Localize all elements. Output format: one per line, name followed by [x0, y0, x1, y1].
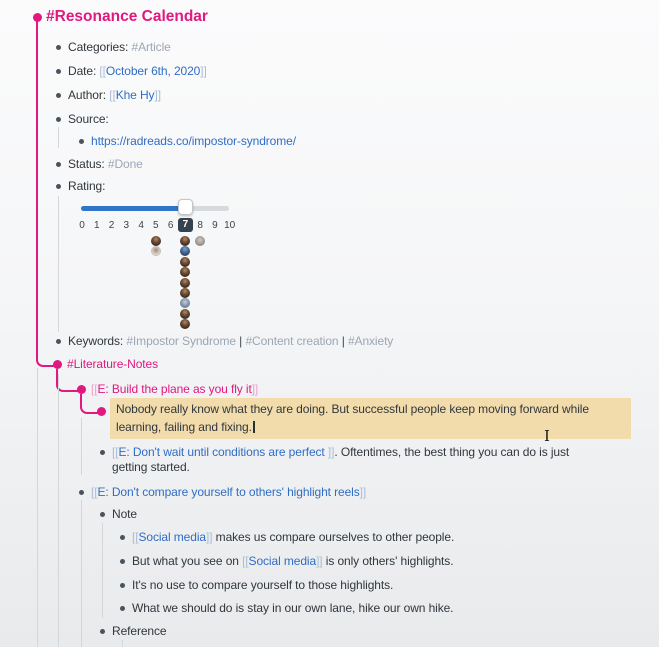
- rating-vote-avatar[interactable]: [180, 236, 190, 246]
- categories-label: Categories:: [68, 40, 132, 54]
- social-media-link[interactable]: Social media: [248, 554, 317, 568]
- note-text: is only others' highlights.: [322, 554, 454, 568]
- close-brackets: ]]: [251, 382, 259, 396]
- note-label: Note: [112, 507, 137, 521]
- reference-label: Reference: [112, 624, 167, 638]
- block-social-media-2: [132, 553, 453, 569]
- open-brackets: [[: [91, 485, 98, 499]
- rating-vote-avatar[interactable]: [180, 278, 190, 288]
- rating-vote-avatar[interactable]: [195, 236, 205, 246]
- block-stay-in-lane: [132, 600, 453, 616]
- block-dont-wait-line2: [112, 459, 190, 475]
- block-social-media-1: [132, 529, 454, 545]
- text-cursor-ibeam: I: [544, 427, 550, 445]
- source-url-link[interactable]: https://radreads.co/impostor-syndrome/: [91, 134, 296, 148]
- bullet[interactable]: [100, 512, 105, 517]
- block-no-use-compare: [132, 577, 393, 593]
- rating-vote-avatar[interactable]: [180, 309, 190, 319]
- highlight-block-bullet[interactable]: [97, 407, 106, 416]
- highlight-block[interactable]: [110, 398, 631, 439]
- close-brackets: ]]: [359, 485, 367, 499]
- bullet[interactable]: [56, 339, 61, 344]
- bullet[interactable]: [56, 93, 61, 98]
- rating-vote-avatar[interactable]: [180, 319, 190, 329]
- author-label: Author:: [68, 88, 110, 102]
- keyword-tag-link[interactable]: #Anxiety: [347, 334, 394, 348]
- open-brackets: [[: [242, 554, 249, 568]
- bullet[interactable]: [120, 559, 125, 564]
- date-label: Date:: [68, 64, 100, 78]
- rating-tick-5[interactable]: 5: [153, 220, 159, 231]
- bullet[interactable]: [79, 490, 84, 495]
- rating-tick-3[interactable]: 3: [123, 220, 130, 231]
- open-brackets: [[: [99, 64, 106, 78]
- page-title-bullet[interactable]: [33, 13, 42, 22]
- rating-vote-avatar[interactable]: [180, 267, 190, 277]
- indent-guide: [122, 640, 123, 647]
- bullet[interactable]: [100, 629, 105, 634]
- rating-tick-2[interactable]: 2: [108, 220, 115, 231]
- indent-guide: [58, 374, 59, 647]
- status-label: Status:: [68, 157, 108, 171]
- block-categories: [68, 39, 171, 55]
- rating-tick-10[interactable]: 10: [224, 220, 236, 231]
- block-build-the-plane: [91, 381, 258, 397]
- block-page-title: [46, 7, 208, 27]
- indent-guide: [58, 196, 59, 332]
- bullet[interactable]: [79, 139, 84, 144]
- close-brackets: ]]: [154, 88, 161, 102]
- rating-vote-avatar[interactable]: [180, 246, 190, 256]
- dont-wait-text: . Oftentimes, the best thing you can do is just: [334, 445, 570, 459]
- block-source: [68, 111, 109, 127]
- keyword-tag-link[interactable]: #Content creation: [245, 334, 339, 348]
- note-text: What we should do is stay in our own lane, hike our own hike.: [132, 601, 454, 615]
- slider-handle[interactable]: [178, 199, 193, 215]
- block-dont-wait: [112, 444, 569, 460]
- open-brackets: [[: [132, 530, 139, 544]
- status-tag-link[interactable]: #Done: [107, 157, 143, 171]
- build-the-plane-link[interactable]: E: Build the plane as you fly it: [97, 382, 252, 396]
- rating-vote-avatar[interactable]: [151, 236, 161, 246]
- keyword-tag-link[interactable]: #Impostor Syndrome: [126, 334, 236, 348]
- rating-label: Rating:: [68, 179, 106, 193]
- note-text: But what you see on: [132, 554, 243, 568]
- rating-tick-8[interactable]: 8: [197, 220, 203, 231]
- close-brackets: ]]: [316, 554, 323, 568]
- highlight-line: Nobody really know what they are doing. But successful people keep moving forward while: [116, 402, 589, 416]
- bullet[interactable]: [56, 117, 61, 122]
- build-the-plane-bullet[interactable]: [77, 385, 86, 394]
- block-keywords: [68, 333, 393, 349]
- source-label: Source:: [68, 112, 109, 126]
- keyword-separator: |: [235, 334, 246, 348]
- close-brackets: ]]: [205, 530, 213, 544]
- note-text: It's no use to compare yourself to those highlights.: [132, 578, 394, 592]
- dont-wait-link[interactable]: E: Don't wait until conditions are perfect: [118, 445, 328, 459]
- block-source-url: [91, 133, 296, 149]
- block-dont-compare: [91, 484, 366, 500]
- rating-vote-avatar[interactable]: [180, 257, 190, 267]
- block-rating: [68, 178, 105, 194]
- path-connector-line: [36, 21, 55, 367]
- categories-tag-link[interactable]: #Article: [131, 40, 171, 54]
- close-brackets: ]]: [200, 64, 207, 78]
- indent-guide: [58, 127, 59, 148]
- bullet[interactable]: [56, 69, 61, 74]
- bullet[interactable]: [56, 184, 61, 189]
- bullet[interactable]: [56, 162, 61, 167]
- rating-tick-1[interactable]: 1: [94, 220, 100, 231]
- page-title: #Resonance Calendar: [46, 8, 208, 25]
- indent-guide: [81, 500, 82, 647]
- highlight-line: learning, failing and fixing.: [116, 419, 625, 437]
- block-date: [68, 63, 207, 79]
- text-caret: [253, 421, 255, 433]
- rating-tick-9[interactable]: 9: [212, 220, 218, 231]
- rating-tick-7[interactable]: 7: [178, 218, 193, 232]
- bullet[interactable]: [120, 535, 125, 540]
- slider-fill: [81, 206, 185, 211]
- rating-vote-avatar[interactable]: [180, 298, 190, 308]
- open-brackets: [[: [112, 445, 119, 459]
- block-reference: [112, 623, 166, 639]
- rating-tick-4[interactable]: 4: [138, 220, 144, 231]
- open-brackets: [[: [91, 382, 98, 396]
- open-brackets: [[: [109, 88, 116, 102]
- bullet[interactable]: [56, 45, 61, 50]
- social-media-link[interactable]: Social media: [138, 530, 206, 544]
- rating-tick-6[interactable]: 6: [167, 220, 174, 231]
- block-author: [68, 87, 161, 103]
- block-literature-notes: [67, 356, 158, 372]
- rating-vote-avatar[interactable]: [151, 246, 161, 256]
- indent-guide: [102, 523, 103, 618]
- keyword-separator: |: [338, 334, 348, 348]
- literature-notes-bullet[interactable]: [53, 360, 62, 369]
- bullet[interactable]: [120, 606, 125, 611]
- dont-compare-link[interactable]: E: Don't compare yourself to others' highlight reels: [97, 485, 360, 499]
- keywords-label: Keywords:: [68, 334, 127, 348]
- indent-guide: [81, 418, 82, 475]
- dont-wait-text: getting started.: [112, 460, 190, 474]
- note-text: makes us compare ourselves to other people.: [212, 530, 455, 544]
- close-brackets: ]]: [327, 445, 335, 459]
- path-connector-line: [56, 369, 78, 392]
- author-page-link[interactable]: Khe Hy: [115, 88, 155, 102]
- bullet[interactable]: [100, 450, 105, 455]
- block-note: [112, 506, 137, 522]
- literature-notes-tag-link[interactable]: #Literature-Notes: [67, 357, 159, 371]
- block-status: [68, 156, 143, 172]
- rating-vote-avatar[interactable]: [180, 288, 190, 298]
- bullet[interactable]: [120, 583, 125, 588]
- rating-tick-0[interactable]: 0: [79, 220, 85, 231]
- indent-guide: [37, 368, 38, 647]
- date-page-link[interactable]: October 6th, 2020: [105, 64, 201, 78]
